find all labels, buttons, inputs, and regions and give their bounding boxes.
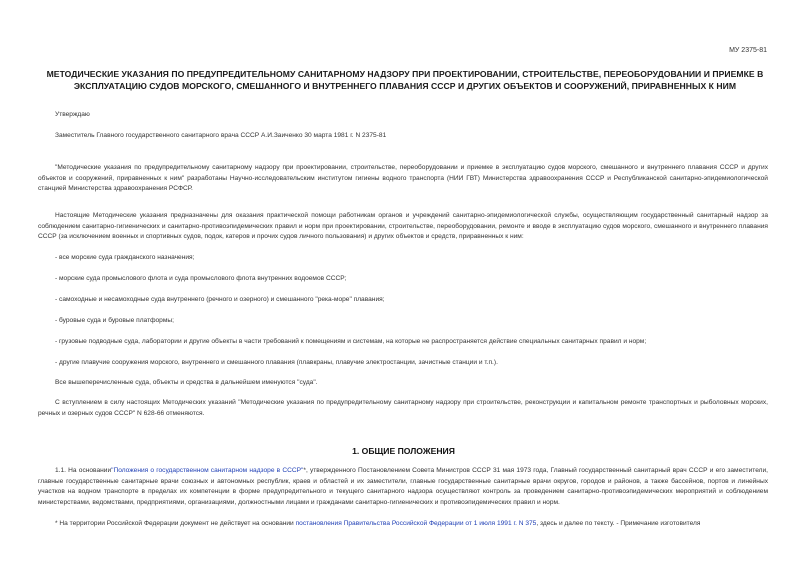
paragraph-prefix: 1.1. На основании: [55, 467, 112, 474]
footnote-prefix: * На территории Российской Федерации документ не действует на основании: [55, 520, 294, 527]
list-item: - все морские суда гражданского назначения;: [55, 254, 195, 261]
document-number: МУ 2375-81: [729, 47, 767, 54]
footnote-suffix: , здесь и далее по тексту. - Примечание изготовителя: [536, 520, 701, 527]
paragraph-suffix: *, утвержденного Постановлением Совета Министров СССР 31 мая 1973 года, Главный государственный санитарный врач СССР и его заместители, главные государственные санитарные врачи союзных и автономных республик, краев и областей и их заместители, главные государственные санитарные врачи округов, городов и районов, а также бассейнов, портов и линейных участков на водном транспорте в пределах их компетенции в форме предупредительного и текущего санитарного надзора осуществляют контроль за проведением санитарно-противоэпидемических мероприятий и соблюдением министерствами, ведомствами, предприятиями, организациями, должностными лицами и гражданами санитарно-гигиенических и противоэпидемических правил и норм.: [38, 467, 769, 506]
approval-label: Утверждаю: [55, 111, 90, 118]
list-item: - самоходные и несамоходные суда внутреннего (речного и озерного) и смешанного "река-море" плавания;: [55, 296, 385, 303]
cancel-paragraph: С вступлением в силу настоящих Методических указаний "Методические указания по предупредительному санитарному надзору при строительстве, реконструкции и капитальном ремонте транспортных и рыболовных морских, речных и озерных судов СССР" N 628-66 отменяются.: [38, 399, 768, 417]
list-item: - морские суда промыслового флота и суда промыслового флота внутренних водоемов СССР;: [55, 275, 347, 282]
section-paragraph-1-1: [38, 466, 768, 508]
footnote-link[interactable]: постановления Правительства Российской Федерации от 1 июля 1991 г. N 375: [295, 520, 537, 527]
approval-signatory: Заместитель Главного государственного санитарного врача СССР А.И.Заиченко 30 марта 1981 г. N 2375-81: [55, 132, 387, 139]
purpose-paragraph: Настоящие Методические указания предназначены для оказания практической помощи работникам органов и учреждений санитарно-эпидемиологической службы, осуществляющим государственный санитарный надзор за соблюдением санитарно-гигиенических и санитарно-противоэпидемических правил и норм при проектировании, строительстве, переоборудовании, ремонте и вводе в эксплуатацию судов морского, смешанного и внутреннего плавания СССР (за исключением военных и спортивных судов, подок, катеров и прочих судов личного пользования) и других объектов и средств, приравненных к ним:: [38, 212, 768, 240]
list-item: - другие плавучие сооружения морского, внутреннего и смешанного плавания (плавкраны, плавучие электростанции, зачистные станции и т.п.).: [55, 359, 498, 366]
list-item: - грузовые подводные суда, лаборатории и другие объекты в части требований к помещениям и системам, на которые не распространяется действие специальных санитарных правил и норм;: [55, 338, 647, 345]
document-title: МЕТОДИЧЕСКИЕ УКАЗАНИЯ ПО ПРЕДУПРЕДИТЕЛЬНОМУ САНИТАРНОМУ НАДЗОРУ ПРИ ПРОЕКТИРОВАНИИ, СТРОИТЕЛЬСТВЕ, ПЕРЕОБОРУДОВАНИИ И ПРИЕМКЕ В ЭКСПЛУАТАЦИЮ СУДОВ МОРСКОГО, СМЕШАННОГО И ВНУТРЕННЕГО ПЛАВАНИЯ СССР И ДРУГИХ ОБЪЕКТОВ И СООРУЖЕНИЙ, ПРИРАВНЕННЫХ К НИМ: [46, 69, 764, 91]
regulation-link[interactable]: "Положения о государственном санитарном надзоре в СССР": [111, 467, 304, 474]
section-title: 1. ОБЩИЕ ПОЛОЖЕНИЯ: [352, 446, 455, 456]
footnote: [55, 520, 700, 527]
list-item: - буровые суда и буровые платформы;: [55, 317, 174, 324]
summary-line: Все вышеперечисленные суда, объекты и средства в дальнейшем именуются "суда".: [55, 379, 318, 386]
intro-paragraph: "Методические указания по предупредительному санитарному надзору при проектировании, строительстве, переоборудовании и приемке в эксплуатацию судов морского, смешанного и внутреннего плавания СССР и других объектов и сооружений, приравненных к ним" разработаны Научно-исследовательским институтом гигиены водного транспорта (НИИ ГВТ) Министерства здравоохранения СССР и Республиканской санитарно-эпидемиологической станцией Министерства здравоохранения РСФСР.: [38, 164, 768, 192]
